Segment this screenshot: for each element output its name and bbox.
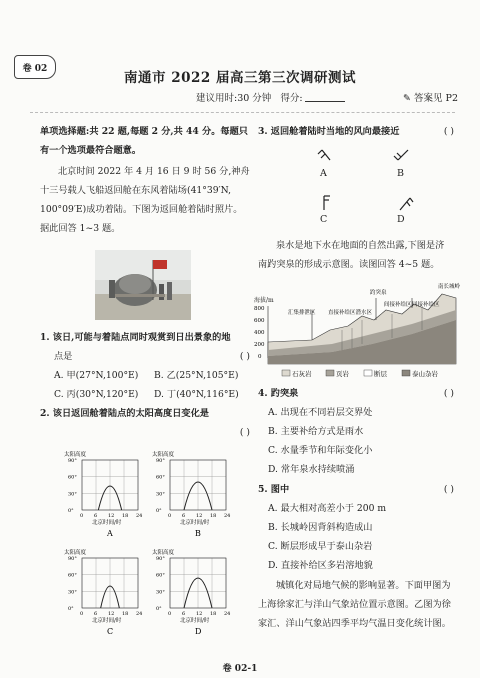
passage-1-line: 据此回答 1~3 题。 [40, 223, 121, 234]
question-2-stem: 2. 该日返回舱着陆点的太阳高度日变化是 [40, 408, 209, 419]
chart-xlabel: 北京时间/时 [180, 618, 210, 624]
question-3 [258, 122, 454, 141]
legend-item: 断层 [374, 370, 387, 378]
meta-line [196, 90, 345, 104]
answer-blank[interactable]: ( ) [443, 126, 454, 137]
time-label: 建议用时:30 分钟 [196, 93, 272, 104]
chart-xtick: 6 [182, 611, 186, 617]
chart-ytick: 60° [156, 572, 165, 579]
option-b[interactable]: B. 乙(25°N,105°E) [154, 370, 239, 381]
passage-2-line: 泉水是地下水在地面的自然出露,下图是济 [276, 240, 445, 251]
chart-xtick: 0 [168, 611, 172, 617]
zone-label: 汇集排泄区 [288, 310, 316, 316]
question-3-stem: 3. 返回舱着陆时当地的风向最接近 [258, 126, 400, 137]
passage-1 [40, 162, 250, 238]
score-blank [305, 92, 345, 102]
wind-symbol-a[interactable] [318, 150, 330, 160]
option-d[interactable]: D. 常年泉水持续喷涌 [268, 464, 355, 475]
option-a[interactable]: A. 甲(27°N,100°E) [54, 370, 139, 381]
chart-ytick: 0° [68, 606, 74, 612]
sun-altitude-chart-d [150, 548, 236, 636]
chart-xtick: 6 [94, 611, 98, 617]
diagram-ytick: 0 [258, 354, 262, 360]
chart-ytick: 60° [156, 474, 165, 481]
diagram-ytick: 800 [254, 306, 265, 312]
chart-ytick: 0° [156, 606, 162, 612]
diagram-ytick: 200 [254, 342, 265, 348]
section-heading-line2: 有一个选项最符合题意。 [40, 145, 142, 156]
chart-xlabel: 北京时间/时 [92, 520, 122, 526]
score-label: 得分: [280, 93, 303, 104]
chart-ylabel: 太阳高度 [152, 550, 175, 556]
passage-3-line: 城镇化对局地气候的影响显著。下面甲图为 [276, 580, 451, 591]
pencil-icon: ✎ [403, 93, 411, 104]
chart-xtick: 12 [196, 611, 203, 617]
chart-xtick: 0 [80, 513, 84, 519]
wind-symbols [310, 144, 430, 232]
chart-ylabel: 太阳高度 [64, 550, 87, 556]
chart-xtick: 12 [108, 611, 115, 617]
sun-altitude-chart-b [150, 450, 236, 538]
option-d[interactable]: D. 丁(40°N,116°E) [154, 389, 239, 400]
chart-ytick: 30° [156, 491, 165, 498]
chart-ytick: 30° [68, 589, 77, 596]
question-4-stem: 4. 趵突泉 [258, 388, 299, 399]
answer-blank[interactable]: ( ) [443, 388, 454, 399]
option-d[interactable]: D. 直接补给区多岩溶地貌 [268, 560, 373, 571]
passage-3-line: 家汇、洋山气象站四季平均气温日变化统计图。 [258, 618, 451, 629]
answer-ref [403, 90, 458, 104]
chart-ytick: 60° [68, 572, 77, 579]
answer-blank[interactable]: ( ) [239, 351, 250, 362]
answer-blank[interactable]: ( ) [239, 427, 250, 438]
chart-ytick: 90° [156, 556, 165, 562]
page-footer: 卷 02-1 [222, 664, 258, 674]
question-1-stem-cont: 点是 [54, 351, 73, 362]
chart-xtick: 24 [136, 611, 143, 617]
legend-item: 石灰岩 [292, 370, 312, 378]
chart-xtick: 12 [196, 513, 203, 519]
question-1 [40, 328, 250, 404]
option-c[interactable]: C. 丙(30°N,120°E) [54, 389, 139, 400]
wind-label-d: D [397, 214, 405, 225]
chart-ylabel: 太阳高度 [64, 452, 87, 458]
question-5 [258, 480, 454, 575]
wind-label-a: A [320, 168, 327, 179]
question-5-stem: 5. 图中 [258, 484, 290, 495]
chart-option-label[interactable]: C [107, 627, 114, 636]
chart-ytick: 90° [156, 458, 165, 464]
legend-item: 泰山杂岩 [412, 370, 438, 378]
landing-photo [95, 250, 191, 320]
answer-blank[interactable]: ( ) [443, 484, 454, 495]
zone-label: 直接补给区潜水区 [328, 310, 373, 316]
option-a[interactable]: A. 最大相对高差小于 200 m [268, 503, 387, 514]
wind-symbol-c[interactable] [324, 196, 330, 210]
chart-ytick: 90° [68, 458, 77, 464]
passage-2 [258, 236, 458, 274]
chart-xtick: 18 [210, 513, 217, 519]
zone-label: 间接补给区 [384, 302, 412, 308]
chart-xtick: 0 [168, 513, 172, 519]
section-heading-line1: 单项选择题:共 22 题,每题 2 分,共 44 分。每题只 [40, 126, 248, 137]
section-heading [40, 122, 250, 160]
wind-symbol-d[interactable] [400, 198, 413, 210]
option-c[interactable]: C. 水量季节和年际变化小 [268, 445, 373, 456]
wind-label-c: C [320, 214, 328, 225]
chart-ytick: 60° [68, 474, 77, 481]
option-a[interactable]: A. 出现在不同岩层交界处 [268, 407, 373, 418]
chart-xtick: 24 [224, 513, 231, 519]
question-2 [40, 404, 250, 442]
spring-cross-section [252, 280, 460, 382]
passage-3 [258, 576, 458, 633]
diagram-yaxis-label: 海拔/m [254, 297, 274, 304]
diagram-ytick: 600 [254, 318, 265, 324]
option-b[interactable]: B. 长城岭因背斜构造成山 [268, 522, 373, 533]
chart-ytick: 0° [156, 508, 162, 514]
passage-1-line: 十三号载人飞船返回舱在东风着陆场(41°39′N, [40, 185, 232, 196]
diagram-ytick: 400 [254, 330, 265, 336]
option-c[interactable]: C. 断层形成早于泰山杂岩 [268, 541, 373, 552]
zone-label: 南长城岭 [438, 284, 461, 290]
chart-xtick: 18 [122, 611, 129, 617]
zone-label: 回接补给区 [412, 302, 440, 308]
legend-item: 页岩 [336, 370, 349, 378]
chart-ytick: 90° [68, 556, 77, 562]
passage-3-line: 上海徐家汇与洋山气象站位置示意图。乙图为徐 [258, 599, 451, 610]
divider [30, 112, 455, 113]
page-title: 南通市 2022 届高三第三次调研测试 [124, 70, 356, 86]
chart-xtick: 12 [108, 513, 115, 519]
chart-ylabel: 太阳高度 [152, 452, 175, 458]
passage-1-line: 100°09′E)成功着陆。下图为返回舱着陆时照片。 [40, 204, 243, 215]
chart-option-label[interactable]: A [107, 529, 113, 538]
chart-xlabel: 北京时间/时 [180, 520, 210, 526]
wind-label-b: B [397, 168, 404, 179]
passage-2-line: 南趵突泉的形成示意图。读图回答 4~5 题。 [258, 259, 440, 270]
zone-label: 趵突泉 [370, 290, 387, 296]
chart-xlabel: 北京时间/时 [92, 618, 122, 624]
passage-1-line: 北京时间 2022 年 4 月 16 日 9 时 56 分,神舟 [58, 166, 250, 177]
chart-xtick: 18 [210, 611, 217, 617]
option-b[interactable]: B. 主要补给方式是雨水 [268, 426, 364, 437]
chart-xtick: 6 [94, 513, 98, 519]
question-4 [258, 384, 454, 479]
chart-xtick: 24 [136, 513, 143, 519]
chart-option-label[interactable]: D [195, 627, 202, 636]
chart-ytick: 30° [68, 491, 77, 498]
chart-xtick: 6 [182, 513, 186, 519]
question-1-stem: 1. 该日,可能与着陆点同时观赏到日出景象的地 [40, 332, 231, 343]
wind-symbol-b[interactable] [394, 150, 408, 160]
sun-altitude-chart-c [62, 548, 148, 636]
paper-badge: 卷 02 [14, 55, 56, 79]
chart-ytick: 30° [156, 589, 165, 596]
sun-altitude-chart-a [62, 450, 148, 538]
answer-ref-text: 答案见 P2 [414, 93, 458, 104]
chart-xtick: 0 [80, 611, 84, 617]
chart-option-label[interactable]: B [195, 529, 201, 538]
chart-xtick: 18 [122, 513, 129, 519]
chart-ytick: 0° [68, 508, 74, 514]
chart-xtick: 24 [224, 611, 231, 617]
